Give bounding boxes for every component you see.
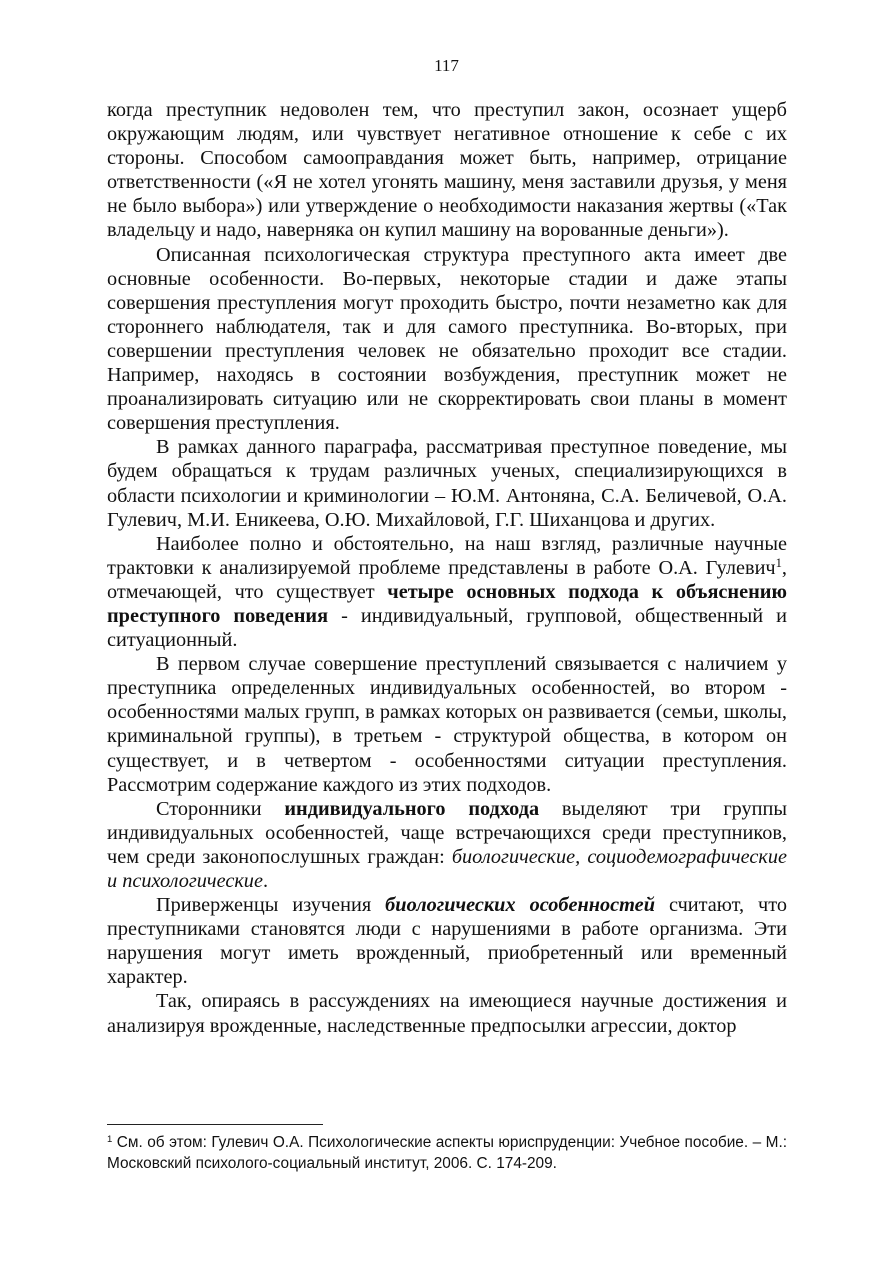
paragraph	[107, 435, 787, 531]
paragraph	[107, 532, 787, 652]
paragraph	[107, 989, 787, 1037]
text-segment: В первом случае совершение преступлений связывается с наличием у преступника определенных индивидуальных особенностей, во втором - особенностями малых групп, в рамках которых он развивается (семьи, школы, криминальной группы), в третьем - структурой общества, в котором он существует, и в четвертом - особенностями ситуации преступления. Рассмотрим содержание каждого из этих подходов.	[107, 653, 787, 796]
bold-italic-text: биологических особенностей	[385, 894, 655, 917]
page-number: 117	[434, 56, 459, 75]
text-segment: - индивидуальный, групповой, общественный и ситуационный.	[107, 604, 787, 652]
text-segment: выделяют три группы индивидуальных особенностей, чаще встречающихся среди преступников, чем среди законопослушных граждан:	[107, 797, 787, 868]
paragraph	[107, 893, 787, 989]
text-segment: Описанная психологическая структура преступного акта имеет две основные особенности. Во-первых, некоторые стадии и даже этапы совершения преступления могут проходить быстро, почти незаметно как для стороннего наблюдателя, так и для самого преступника. Во-вторых, при совершении преступления человек не обязательно проходит все стадии. Например, находясь в состоянии возбуждения, преступник может не проанализировать ситуацию или не скорректировать свои планы в момент совершения преступления.	[107, 243, 787, 435]
footnote-ref: 1	[775, 555, 782, 570]
footnote-text: См. об этом: Гулевич О.А. Психологические аспекты юриспруденции: Учебное пособие. – М.: Московский психолого-социальный институт, 2006. С. 174-209.	[107, 1134, 787, 1172]
text-segment: .	[262, 870, 269, 892]
text-segment: Приверженцы изучения	[156, 894, 386, 917]
text-segment: считают, что преступниками становятся люди с нарушениями в работе организма. Эти нарушения могут иметь врожденный, приобретенный или временный характер.	[107, 894, 787, 989]
bold-text: четыре основных подхода к объяснению преступного поведения	[107, 580, 787, 627]
text-segment: Наиболее полно и обстоятельно, на наш взгляд, различные научные трактовки к анализируемой проблеме представлены в работе О.А. Гулевич	[107, 532, 787, 579]
text-segment: когда преступник недоволен тем, что преступил закон, осознает ущерб окружающим людям, или чувствует негативное отношение к себе с их стороны. Способом самооправдания может быть, например, отрицание ответственности («Я не хотел угонять машину, меня заставили друзья, у меня не было выбора») или утверждение о необходимости наказания жертвы («Так владельцу и надо, наверняка он купил машину на ворованные деньги»).	[107, 99, 787, 242]
text-segment: , отмечающей, что существует	[107, 556, 787, 603]
italic-text: биологические, социодемографические и психологические	[107, 845, 787, 892]
footnote-marker: 1	[107, 1133, 113, 1145]
paragraph	[107, 652, 787, 797]
footnote-divider	[107, 1124, 323, 1125]
text-segment: Сторонники	[156, 797, 285, 820]
text-segment: Так, опираясь в рассуждениях на имеющиеся научные достижения и анализируя врожденные, наследственные предпосылки агрессии, доктор	[107, 990, 787, 1037]
text-segment: В рамках данного параграфа, рассматривая преступное поведение, мы будем обращаться к трудам различных ученых, специализирующихся в области психологии и криминологии – Ю.М. Антоняна, С.А. Беличевой, О.А. Гулевич, М.И. Еникеева, О.Ю. Михайловой, Г.Г. Шиханцова и других.	[107, 436, 787, 531]
footnote	[107, 1132, 787, 1174]
paragraph	[107, 797, 787, 893]
main-text	[107, 98, 787, 1038]
bold-text: индивидуального подхода	[284, 797, 540, 820]
paragraph	[107, 98, 787, 243]
paragraph	[107, 243, 787, 436]
